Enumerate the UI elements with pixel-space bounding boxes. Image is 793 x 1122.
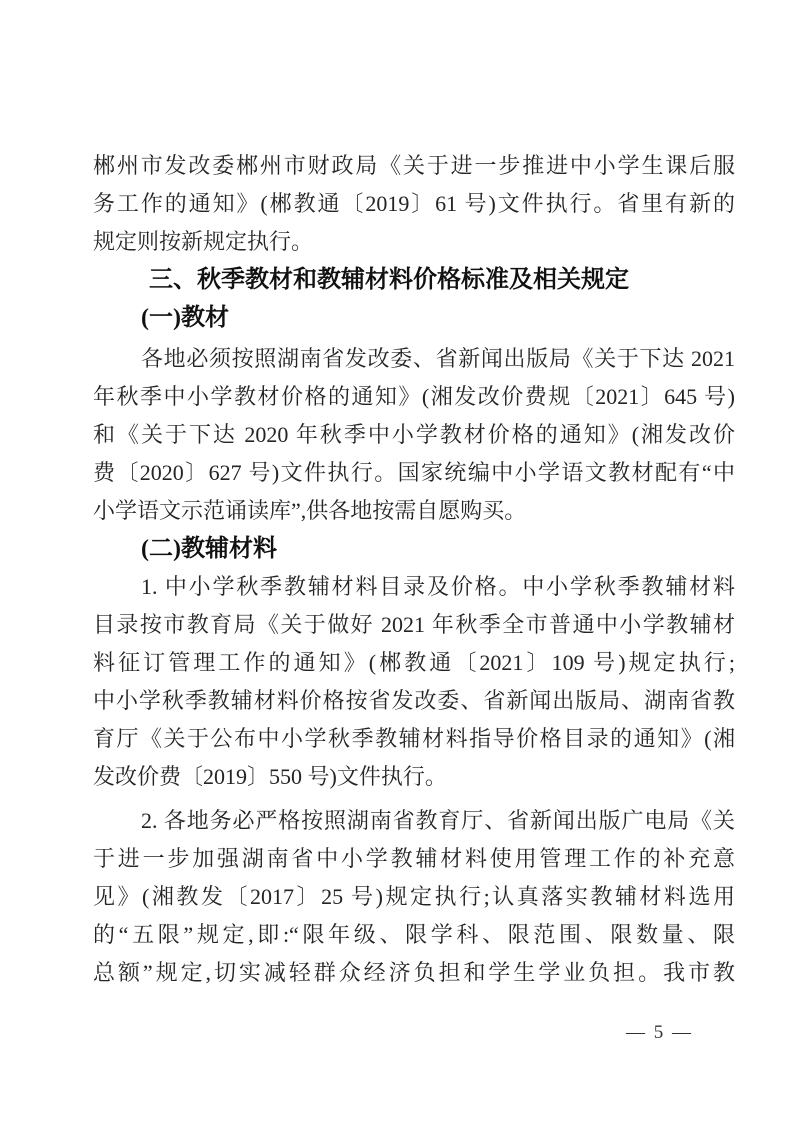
text-line: 费〔2020〕627 号)文件执行。国家统编中小学语文教材配有“中 (93, 460, 735, 485)
text-line: 育厅《关于公布中小学秋季教辅材料指导价格目录的通知》(湘 (93, 726, 735, 751)
text-line: 于进一步加强湖南省中小学教辅材料使用管理工作的补充意 (93, 846, 735, 871)
text-line: 郴州市发改委郴州市财政局《关于进一步推进中小学生课后服 (93, 153, 735, 178)
textbook-paragraph (93, 340, 735, 530)
text-line: 和《关于下达 2020 年秋季中小学教材价格的通知》(湘发改价 (93, 422, 735, 447)
text-line: 小学语文示范诵读库”,供各地按需自愿购买。 (93, 498, 527, 523)
text-line: 料征订管理工作的通知》(郴教通〔2021〕109 号)规定执行; (93, 650, 735, 675)
text-line: 各地必须按照湖南省发改委、省新闻出版局《关于下达 2021 (141, 346, 735, 371)
subsection-2-heading: (二)教辅材料 (141, 536, 277, 562)
intro-paragraph (93, 147, 735, 261)
text-line: 总额”规定,切实减轻群众经济负担和学生学业负担。我市教 (93, 960, 735, 985)
text-line: 1. 中小学秋季教辅材料目录及价格。中小学秋季教辅材料 (141, 574, 735, 599)
text-line: 规定则按新规定执行。 (93, 229, 314, 254)
item-2-paragraph (93, 802, 735, 992)
subsection-1-heading: (一)教材 (141, 305, 229, 331)
section-heading: 三、秋季教材和教辅材料价格标准及相关规定 (149, 266, 629, 293)
text-line: 见》(湘教发〔2017〕25 号)规定执行;认真落实教辅材料选用 (93, 884, 735, 909)
page-number: — 5 — (626, 1022, 693, 1043)
text-line: 目录按市教育局《关于做好 2021 年秋季全市普通中小学教辅材 (93, 612, 735, 637)
text-line: 的“五限”规定,即:“限年级、限学科、限范围、限数量、限 (93, 922, 735, 947)
text-line: 发改价费〔2019〕550 号)文件执行。 (93, 764, 447, 789)
text-line: 年秋季中小学教材价格的通知》(湘发改价费规〔2021〕645 号) (93, 384, 735, 409)
text-line: 2. 各地务必严格按照湖南省教育厅、省新闻出版广电局《关 (141, 808, 735, 833)
text-line: 中小学秋季教辅材料价格按省发改委、省新闻出版局、湖南省教 (93, 688, 735, 713)
document-text-block (93, 147, 735, 992)
text-line: 务工作的通知》(郴教通〔2019〕61 号)文件执行。省里有新的 (93, 191, 735, 216)
item-1-paragraph (93, 568, 735, 796)
